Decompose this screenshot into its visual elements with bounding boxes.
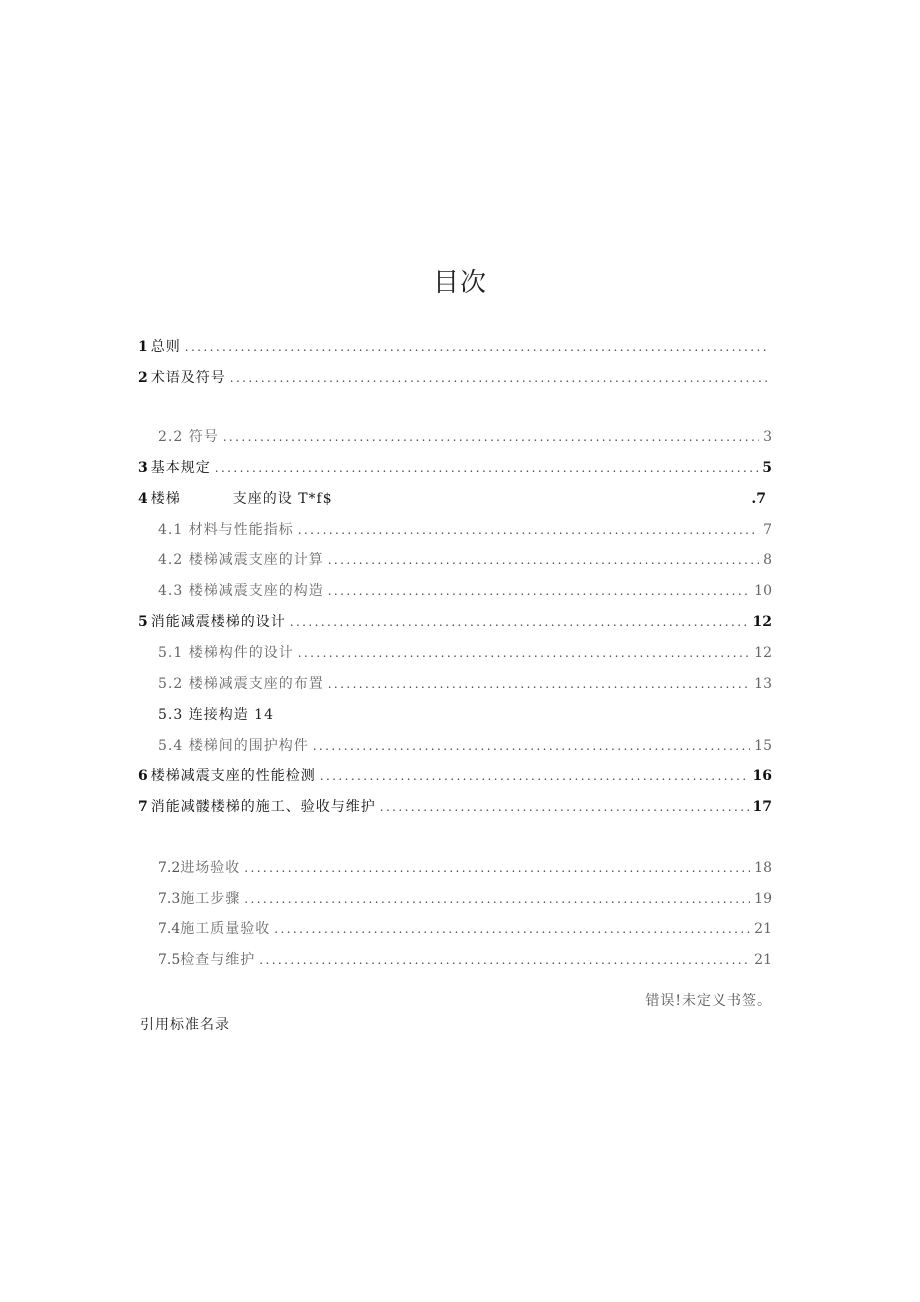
toc-entry-label: 5.3 连接构造 14 <box>158 707 274 723</box>
toc-entry-number: 5 <box>138 614 148 630</box>
toc-entry-7-2[interactable] <box>158 857 772 879</box>
toc-leader-dots <box>215 461 759 475</box>
toc-page-number: 3 <box>763 429 772 445</box>
toc-entry-7-4[interactable] <box>158 918 772 940</box>
toc-entry-number: 7.4 <box>158 921 181 937</box>
toc-leader-dots <box>274 922 750 936</box>
toc-leader-dots <box>244 861 750 875</box>
page-title: 目次 <box>432 268 487 298</box>
toc-entry-number: 3 <box>138 460 148 476</box>
toc-entry-4-1[interactable] <box>158 519 772 541</box>
toc-entry-label: 4.1 材料与性能指标 <box>158 522 294 538</box>
toc-page-number: 7 <box>763 522 772 538</box>
toc-entry-number: 2 <box>138 370 148 386</box>
toc-entry-7-3[interactable] <box>158 888 772 910</box>
toc-entry-5-4[interactable] <box>158 735 772 757</box>
toc-entry-label: 5.4 楼梯间的围护构件 <box>158 738 309 754</box>
toc-page-number: 12 <box>752 614 772 630</box>
toc-page-number: 18 <box>754 860 772 876</box>
toc-entry-number: 7.3 <box>158 891 181 907</box>
toc-entry-label: 进场验收 <box>180 860 241 876</box>
toc-page-number: 5 <box>762 460 772 476</box>
toc-entry-number: 6 <box>138 768 148 784</box>
toc-page-number: .7 <box>751 491 766 507</box>
toc-entry-4[interactable] <box>138 488 772 510</box>
toc-entry-label: 施工步骤 <box>180 891 241 907</box>
toc-page-number: 12 <box>754 645 772 661</box>
toc-entry-label: 楼梯 <box>150 491 181 507</box>
toc-entry-label: 5.1 楼梯构件的设计 <box>158 645 294 661</box>
toc-entry-label: 总则 <box>150 339 181 355</box>
toc-leader-dots <box>290 615 749 629</box>
toc-leader-dots <box>328 553 759 567</box>
toc-page-number: 10 <box>754 583 772 599</box>
toc-entry-label: 检查与维护 <box>180 952 256 968</box>
toc-entry-label: 4.3 楼梯减震支座的构造 <box>158 583 324 599</box>
toc-entry-number: 4 <box>138 491 148 507</box>
toc-leader-dots <box>230 371 768 385</box>
toc-entry-number: 7.5 <box>158 952 181 968</box>
toc-entry-number: 7 <box>138 799 148 815</box>
toc-entry-label: 施工质量验收 <box>180 921 271 937</box>
toc-entry-number: 7.2 <box>158 860 181 876</box>
toc-entry-label: 消能减髅楼梯的施工、验收与维护 <box>150 799 376 815</box>
toc-entry-5-3[interactable] <box>158 704 772 726</box>
toc-entry-label: 术语及符号 <box>150 370 226 386</box>
toc-entry-label: 基本规定 <box>150 460 211 476</box>
toc-entry-label: 2.2 符号 <box>158 429 219 445</box>
toc-page-number: 13 <box>754 676 772 692</box>
toc-page-number: 19 <box>754 891 772 907</box>
toc-leader-dots <box>259 953 750 967</box>
toc-leader-dots <box>298 523 759 537</box>
toc-leader-dots <box>328 677 750 691</box>
toc-leader-dots <box>320 769 749 783</box>
toc-entry-5-1[interactable] <box>158 642 772 664</box>
toc-entry-label-continued: 支座的设 T*f$ <box>232 491 333 507</box>
toc-entry-3[interactable] <box>138 457 772 479</box>
toc-page-number: 21 <box>754 921 772 937</box>
bookmark-error-note: 错误!未定义书签。 <box>645 993 772 1009</box>
toc-entry-2[interactable] <box>138 367 772 389</box>
toc-page-number: 8 <box>763 552 772 568</box>
toc-leader-dots <box>313 739 750 753</box>
toc-entry-7[interactable] <box>138 796 772 818</box>
toc-entry-7-5[interactable] <box>158 949 772 971</box>
toc-entry-4-2[interactable] <box>158 549 772 571</box>
toc-entry-5[interactable] <box>138 611 772 633</box>
toc-entry-references[interactable]: 引用标准名录 <box>140 1017 230 1033</box>
toc-entry-number: 1 <box>138 339 148 355</box>
toc-entry-label: 4.2 楼梯减震支座的计算 <box>158 552 324 568</box>
toc-page-number: 17 <box>752 799 772 815</box>
toc-leader-dots <box>380 800 749 814</box>
toc-entry-2-2[interactable] <box>158 426 772 448</box>
toc-entry-label: 消能减震楼梯的设计 <box>150 614 286 630</box>
toc-entry-label: 5.2 楼梯减震支座的布置 <box>158 676 324 692</box>
toc-entry-4-3[interactable] <box>158 580 772 602</box>
toc-leader-dots <box>223 430 759 444</box>
toc-leader-dots <box>298 646 750 660</box>
toc-page-number: 15 <box>754 738 772 754</box>
toc-leader-dots <box>328 584 750 598</box>
toc-page-number: 16 <box>752 768 772 784</box>
toc-entry-5-2[interactable] <box>158 673 772 695</box>
toc-page-number: 21 <box>754 952 772 968</box>
toc-leader-dots <box>185 340 768 354</box>
toc-entry-label: 楼梯减震支座的性能检测 <box>150 768 316 784</box>
toc-leader-dots <box>244 892 750 906</box>
toc-entry-6[interactable] <box>138 765 772 787</box>
toc-entry-1[interactable] <box>138 336 772 358</box>
